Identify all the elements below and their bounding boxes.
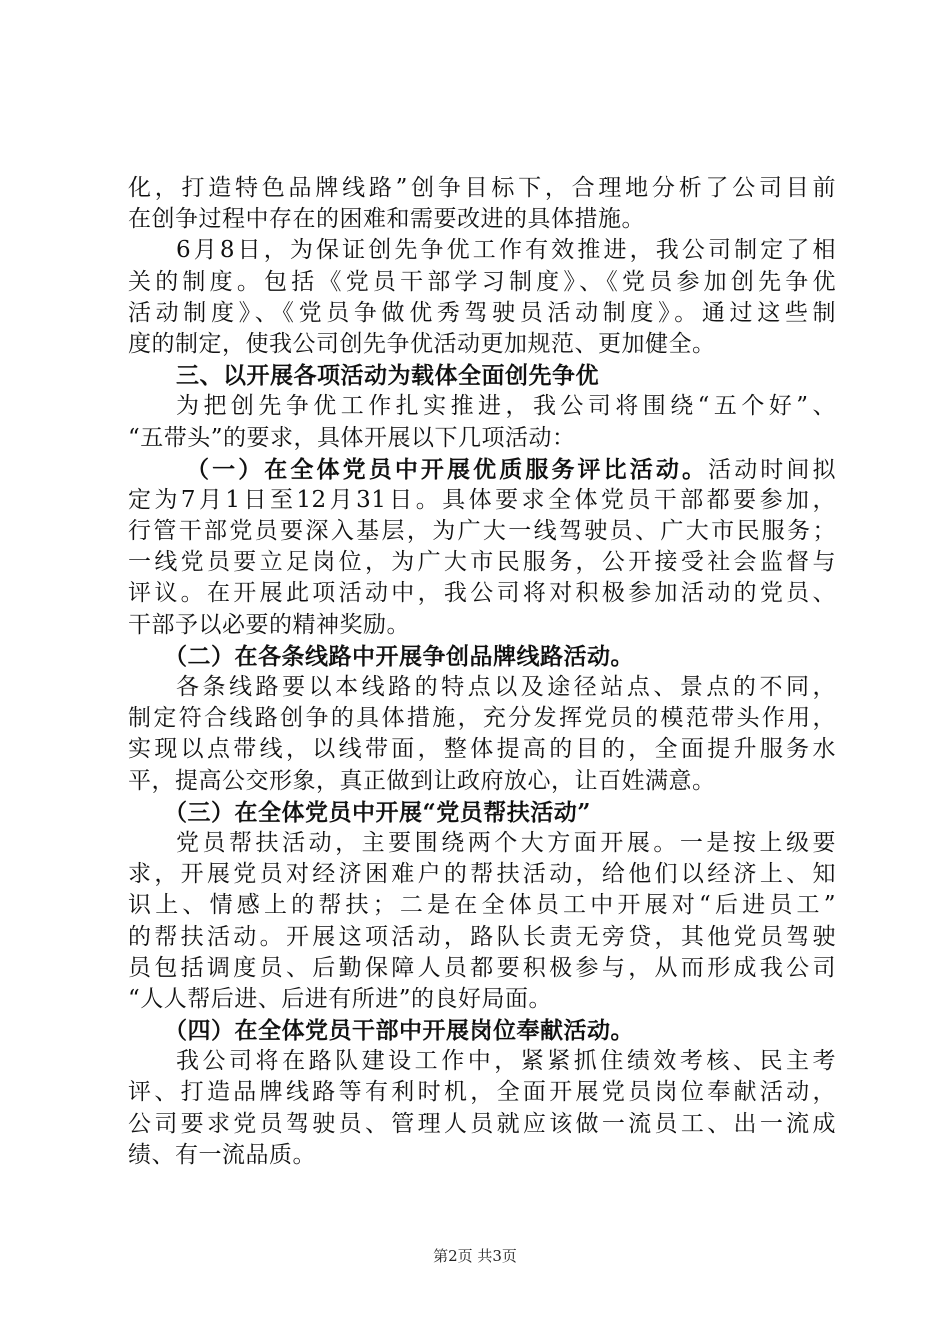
body-line: 一线党员要立足岗位，为广大市民服务，公开接受社会监督与 — [128, 549, 836, 576]
body-line — [128, 454, 836, 485]
body-line: 活动制度》、《党员争做优秀驾驶员活动制度》。通过这些制 — [128, 299, 836, 326]
section-heading: 三、以开展各项活动为载体全面创先争优 — [176, 362, 599, 390]
body-line: 6月8日，为保证创先争优工作有效推进，我公司制定了相 — [176, 237, 836, 264]
body-line: 识上、情感上的帮扶；二是在全体员工中开展对“后进员工” — [128, 892, 836, 919]
body-line: 在创争过程中存在的困难和需要改进的具体措施。 — [128, 206, 645, 233]
body-line: “人人帮后进、后进有所进”的良好局面。 — [128, 985, 553, 1012]
body-line: 我公司将在路队建设工作中，紧紧抓住绩效考核、民主考 — [176, 1048, 836, 1075]
body-line: 定为7月1日至12月31日。具体要求全体党员干部都要参加， — [128, 486, 836, 513]
body-line: 度的制定，使我公司创先争优活动更加规范、更加健全。 — [128, 330, 716, 357]
body-line: 为把创先争优工作扎实推进，我公司将围绕“五个好”、 — [176, 393, 836, 420]
body-line: 平，提高公交形象，真正做到让政府放心，让百姓满意。 — [128, 767, 716, 794]
document-body — [128, 173, 836, 1171]
body-line: 制定符合线路创争的具体措施，充分发挥党员的模范带头作用， — [128, 705, 836, 732]
body-line: 求，开展党员对经济困难户的帮扶活动，给他们以经济上、知 — [128, 861, 836, 888]
body-line: 员包括调度员、后勤保障人员都要积极参与，从而形成我公司 — [128, 954, 836, 981]
body-line: 公司要求党员驾驶员、管理人员就应该做一流员工、出一流成 — [128, 1110, 836, 1137]
body-line: 实现以点带线，以线带面，整体提高的目的，全面提升服务水 — [128, 736, 836, 763]
subsection-heading: （一）在全体党员中开展优质服务评比活动。 — [186, 455, 709, 483]
body-line: 绩、有一流品质。 — [128, 1141, 316, 1168]
body-line: “五带头”的要求，具体开展以下几项活动： — [128, 424, 576, 451]
body-line: 评议。在开展此项活动中，我公司将对积极参加活动的党员、 — [128, 580, 836, 607]
page-number: 第2页 共3页 — [433, 1247, 517, 1265]
subsection-heading: （二）在各条线路中开展争创品牌线路活动。 — [164, 642, 634, 670]
body-line: 关的制度。包括《党员干部学习制度》、《党员参加创先争优 — [128, 268, 836, 295]
body-line: 评、打造品牌线路等有利时机，全面开展党员岗位奉献活动， — [128, 1079, 836, 1106]
page-footer — [0, 1245, 950, 1266]
body-line: 化，打造特色品牌线路”创争目标下，合理地分析了公司目前 — [128, 175, 836, 201]
body-line: 的帮扶活动。开展这项活动，路队长责无旁贷，其他党员驾驶 — [128, 923, 836, 950]
body-line: 干部予以必要的精神奖励。 — [128, 611, 410, 638]
body-line: 各条线路要以本线路的特点以及途径站点、景点的不同， — [176, 674, 836, 700]
body-line: 党员帮扶活动，主要围绕两个大方面开展。一是按上级要 — [176, 829, 836, 856]
subsection-heading: （四）在全体党员干部中开展岗位奉献活动。 — [164, 1017, 634, 1045]
body-line: 行管干部党员要深入基层，为广大一线驾驶员、广大市民服务； — [128, 518, 836, 545]
body-text: 活动时间拟 — [708, 456, 837, 483]
subsection-heading: （三）在全体党员中开展“党员帮扶活动” — [164, 798, 591, 826]
